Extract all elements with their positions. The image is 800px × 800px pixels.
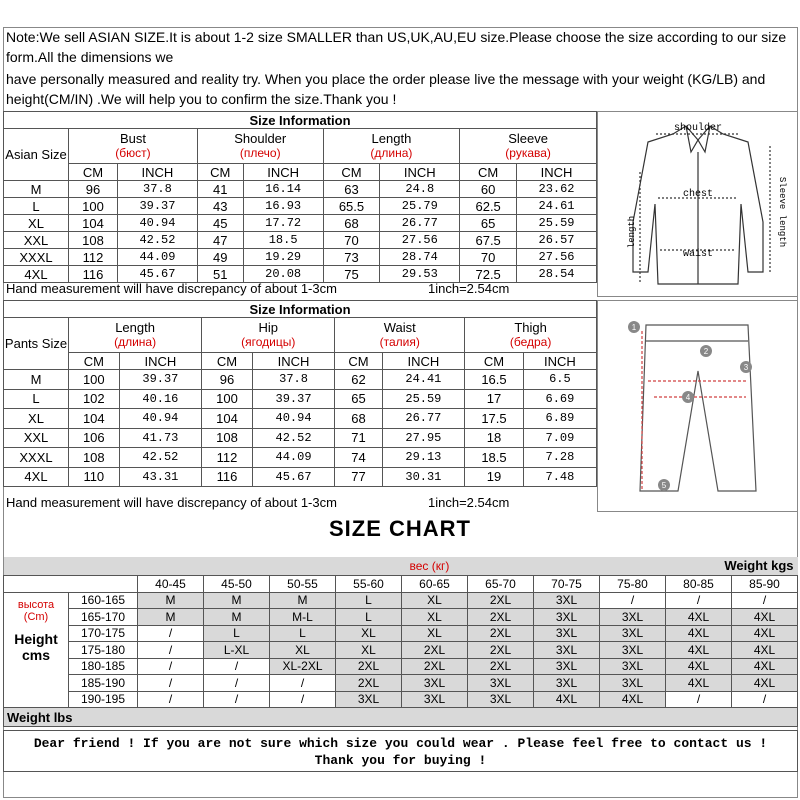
- waist-header: Waist (талия): [335, 318, 465, 353]
- pants-inch-unit: INCH: [523, 353, 596, 370]
- shirt-size-cell: XXL: [4, 232, 69, 249]
- size-recommendation-cell: XL: [402, 609, 468, 626]
- size-recommendation-cell: 4XL: [732, 609, 798, 626]
- size-recommendation-cell: 3XL: [600, 609, 666, 626]
- height-range-cell: 175-180: [69, 642, 138, 659]
- thigh-header: Thigh (бедра): [465, 318, 597, 353]
- shirt-size-cell: L: [4, 198, 69, 215]
- shirt-size-row: [4, 181, 597, 198]
- shirt-value-cell: 23.62: [517, 181, 597, 198]
- pants-size-table: [3, 300, 597, 487]
- size-recommendation-cell: XL: [336, 625, 402, 642]
- size-recommendation-cell: M: [138, 609, 204, 626]
- hip-header: Hip (ягодицы): [202, 318, 335, 353]
- size-recommendation-cell: /: [270, 691, 336, 708]
- pants-value-cell: 68: [335, 409, 382, 429]
- pants-value-cell: 30.31: [382, 467, 465, 487]
- shirt-size-row: [4, 215, 597, 232]
- size-recommendation-cell: /: [138, 658, 204, 675]
- shirt-table-title: Size Information: [4, 112, 597, 129]
- shirt-value-cell: 37.8: [118, 181, 198, 198]
- shirt-value-cell: 116: [69, 266, 118, 283]
- pants-size-row: [4, 409, 597, 429]
- weight-range-cell: 50-55: [270, 576, 336, 593]
- shirt-value-cell: 112: [69, 249, 118, 266]
- weight-header-row: [4, 557, 798, 576]
- size-recommendation-cell: /: [600, 592, 666, 609]
- shirt-value-cell: 25.79: [380, 198, 460, 215]
- size-recommendation-cell: M-L: [270, 609, 336, 626]
- shirt-value-cell: 67.5: [460, 232, 517, 249]
- shirt-value-cell: 27.56: [517, 249, 597, 266]
- shirt-value-cell: 26.77: [380, 215, 460, 232]
- shoulder-header: Shoulder (плечо): [197, 129, 323, 164]
- pants-diagram: [597, 300, 798, 512]
- size-recommendation-cell: 4XL: [666, 609, 732, 626]
- size-recommendation-cell: L-XL: [204, 642, 270, 659]
- height-label-height-label: Height: [14, 630, 58, 647]
- size-recommendation-cell: 2XL: [468, 658, 534, 675]
- shirt-value-cell: 68: [323, 215, 380, 232]
- shirt-value-cell: 16.93: [243, 198, 323, 215]
- pants-value-cell: 65: [335, 389, 382, 409]
- pants-value-cell: 106: [69, 428, 120, 448]
- pants-value-cell: 39.37: [119, 370, 202, 390]
- shirt-cm-unit: CM: [323, 164, 380, 181]
- shirt-value-cell: 60: [460, 181, 517, 198]
- size-recommendation-cell: M: [204, 592, 270, 609]
- pants-value-cell: 37.8: [252, 370, 335, 390]
- pants-drawing: [598, 301, 797, 511]
- weight-range-cell: 80-85: [666, 576, 732, 593]
- pants-cm-unit: CM: [465, 353, 524, 370]
- pants-value-cell: 7.48: [523, 467, 596, 487]
- pants-value-cell: 29.13: [382, 448, 465, 468]
- shirt-size-cell: XXXL: [4, 249, 69, 266]
- pants-size-header: Pants Size: [4, 318, 69, 370]
- height-range-cell: 180-185: [69, 658, 138, 675]
- length-header: Length (длина): [323, 129, 460, 164]
- weight-range-cell: 55-60: [336, 576, 402, 593]
- pants-cm-unit: CM: [202, 353, 253, 370]
- pants-size-row: [4, 448, 597, 468]
- pants-table-title: Size Information: [4, 301, 597, 318]
- pants-value-cell: 7.28: [523, 448, 596, 468]
- shirt-value-cell: 20.08: [243, 266, 323, 283]
- shirt-value-cell: 62.5: [460, 198, 517, 215]
- shirt-value-cell: 45.67: [118, 266, 198, 283]
- size-recommendation-cell: M: [270, 592, 336, 609]
- pants-value-cell: 16.5: [465, 370, 524, 390]
- shirt-value-cell: 65: [460, 215, 517, 232]
- size-recommendation-cell: /: [138, 675, 204, 692]
- shirt-value-cell: 63: [323, 181, 380, 198]
- shirt-value-cell: 16.14: [243, 181, 323, 198]
- pants-value-cell: 62: [335, 370, 382, 390]
- shirt-inch-unit: INCH: [243, 164, 323, 181]
- shirt-cm-unit: CM: [69, 164, 118, 181]
- waist-label: waist: [682, 249, 714, 260]
- shirt-value-cell: 65.5: [323, 198, 380, 215]
- height-label-height-unit: cms: [21, 646, 51, 663]
- size-recommendation-cell: 4XL: [732, 625, 798, 642]
- shirt-size-row: [4, 249, 597, 266]
- shirt-value-cell: 51: [197, 266, 243, 283]
- shirt-cm-unit: CM: [197, 164, 243, 181]
- size-recommendation-cell: XL-2XL: [270, 658, 336, 675]
- height-range-cell: 165-170: [69, 609, 138, 626]
- size-recommendation-cell: L: [204, 625, 270, 642]
- shirt-value-cell: 28.74: [380, 249, 460, 266]
- shirt-value-cell: 75: [323, 266, 380, 283]
- pants-inch-unit: INCH: [119, 353, 202, 370]
- shirt-inch-unit: INCH: [380, 164, 460, 181]
- pants-value-cell: 108: [202, 428, 253, 448]
- size-recommendation-cell: L: [270, 625, 336, 642]
- shirt-footnote-right: 1inch=2.54cm: [428, 281, 510, 296]
- size-recommendation-cell: XL: [336, 642, 402, 659]
- size-recommendation-cell: 4XL: [732, 675, 798, 692]
- pants-marker-2: 2: [703, 347, 709, 356]
- size-recommendation-cell: /: [732, 592, 798, 609]
- size-recommendation-cell: 4XL: [666, 658, 732, 675]
- pants-value-cell: 100: [69, 370, 120, 390]
- pants-value-cell: 17: [465, 389, 524, 409]
- shirt-value-cell: 72.5: [460, 266, 517, 283]
- shirt-value-cell: 29.53: [380, 266, 460, 283]
- pants-inch-unit: INCH: [382, 353, 465, 370]
- weight-range-cell: 70-75: [534, 576, 600, 593]
- pants-value-cell: 71: [335, 428, 382, 448]
- weight-range-cell: 65-70: [468, 576, 534, 593]
- pants-inch-unit: INCH: [252, 353, 335, 370]
- size-recommendation-cell: 2XL: [402, 658, 468, 675]
- size-recommendation-cell: /: [270, 675, 336, 692]
- length-label: length: [627, 215, 637, 249]
- pants-size-cell: M: [4, 370, 69, 390]
- pants-value-cell: 26.77: [382, 409, 465, 429]
- shirt-footnote-left: Hand measurement will have discrepancy of about 1-3cm: [6, 281, 337, 296]
- shirt-value-cell: 40.94: [118, 215, 198, 232]
- height-range-cell: 185-190: [69, 675, 138, 692]
- size-recommendation-cell: 3XL: [600, 642, 666, 659]
- shirt-value-cell: 42.52: [118, 232, 198, 249]
- shirt-value-cell: 25.59: [517, 215, 597, 232]
- size-recommendation-cell: 2XL: [336, 658, 402, 675]
- size-recommendation-cell: L: [336, 609, 402, 626]
- height-row: [4, 625, 798, 642]
- size-recommendation-cell: 3XL: [468, 691, 534, 708]
- shirt-inch-unit: INCH: [517, 164, 597, 181]
- ru-weight: вес (кг): [409, 559, 450, 573]
- chest-label: chest: [682, 189, 714, 200]
- size-recommendation-cell: XL: [402, 625, 468, 642]
- size-recommendation-cell: 3XL: [336, 691, 402, 708]
- size-recommendation-cell: /: [204, 675, 270, 692]
- size-chart-title: SIZE CHART: [329, 516, 471, 541]
- pants-size-cell: L: [4, 389, 69, 409]
- weight-kgs-label: Weight kgs: [724, 558, 794, 573]
- pants-value-cell: 18: [465, 428, 524, 448]
- size-recommendation-cell: /: [138, 625, 204, 642]
- shirt-inch-unit: INCH: [118, 164, 198, 181]
- shirt-size-row: [4, 232, 597, 249]
- shirt-value-cell: 17.72: [243, 215, 323, 232]
- pants-size-row: [4, 389, 597, 409]
- shirt-value-cell: 19.29: [243, 249, 323, 266]
- pants-value-cell: 17.5: [465, 409, 524, 429]
- size-recommendation-cell: XL: [402, 592, 468, 609]
- size-recommendation-cell: /: [138, 691, 204, 708]
- pants-footnote-left: Hand measurement will have discrepancy of about 1-3cm: [6, 495, 337, 510]
- shirt-value-cell: 41: [197, 181, 243, 198]
- pants-value-cell: 43.31: [119, 467, 202, 487]
- size-recommendation-cell: M: [204, 609, 270, 626]
- asian-size-header: Asian Size: [4, 129, 69, 181]
- pants-value-cell: 40.16: [119, 389, 202, 409]
- pants-cm-unit: CM: [335, 353, 382, 370]
- weight-lbs-label: Weight lbs: [4, 708, 798, 727]
- size-recommendation-cell: 3XL: [600, 625, 666, 642]
- pants-marker-4: 4: [685, 393, 691, 402]
- shirt-value-cell: 73: [323, 249, 380, 266]
- pants-marker-5: 5: [661, 481, 667, 490]
- pants-value-cell: 96: [202, 370, 253, 390]
- shirt-size-cell: M: [4, 181, 69, 198]
- size-recommendation-cell: 2XL: [402, 642, 468, 659]
- weight-range-cell: 85-90: [732, 576, 798, 593]
- pants-value-cell: 42.52: [252, 428, 335, 448]
- size-recommendation-cell: 2XL: [468, 592, 534, 609]
- size-recommendation-cell: 4XL: [666, 642, 732, 659]
- sleeve-label: Sleeve length: [777, 176, 787, 248]
- size-recommendation-cell: L: [336, 592, 402, 609]
- shoulder-label: shoulder: [673, 123, 723, 134]
- size-recommendation-cell: 3XL: [600, 658, 666, 675]
- size-recommendation-cell: /: [666, 592, 732, 609]
- pants-marker-3: 3: [743, 363, 749, 372]
- height-row: [4, 691, 798, 708]
- note-line-2: have personally measured and reality try. When you place the order please live the message with your weight (KG/LB) and height(CM/IN) .We will help you to confirm the size.Thank you !: [6, 71, 766, 107]
- height-label-cell: [4, 592, 69, 708]
- height-row: [4, 658, 798, 675]
- pants-value-cell: 104: [202, 409, 253, 429]
- size-recommendation-cell: 3XL: [534, 625, 600, 642]
- size-recommendation-cell: 3XL: [534, 609, 600, 626]
- pants-value-cell: 100: [202, 389, 253, 409]
- size-recommendation-cell: /: [732, 691, 798, 708]
- shirt-value-cell: 104: [69, 215, 118, 232]
- closing-message: [3, 730, 798, 772]
- height-range-cell: 190-195: [69, 691, 138, 708]
- shirt-size-row: [4, 266, 597, 283]
- size-recommendation-cell: /: [204, 658, 270, 675]
- shirt-cm-unit: CM: [460, 164, 517, 181]
- height-row: [4, 642, 798, 659]
- shirt-value-cell: 43: [197, 198, 243, 215]
- size-recommendation-cell: 3XL: [402, 675, 468, 692]
- pants-value-cell: 116: [202, 467, 253, 487]
- size-recommendation-cell: 2XL: [468, 642, 534, 659]
- pants-size-cell: XXL: [4, 428, 69, 448]
- size-recommendation-cell: 4XL: [732, 658, 798, 675]
- shirt-diagram: [597, 111, 798, 297]
- pants-footnote-right: 1inch=2.54cm: [428, 495, 510, 510]
- shirt-value-cell: 70: [460, 249, 517, 266]
- pants-value-cell: 110: [69, 467, 120, 487]
- height-row: [4, 592, 798, 609]
- pants-size-row: [4, 467, 597, 487]
- size-recommendation-cell: 3XL: [534, 642, 600, 659]
- shirt-size-cell: 4XL: [4, 266, 69, 283]
- weight-range-cell: 45-50: [204, 576, 270, 593]
- pants-value-cell: 39.37: [252, 389, 335, 409]
- pants-value-cell: 102: [69, 389, 120, 409]
- height-label-ru-cm: (Cm): [23, 610, 49, 623]
- pants-value-cell: 45.67: [252, 467, 335, 487]
- pants-value-cell: 18.5: [465, 448, 524, 468]
- shirt-size-cell: XL: [4, 215, 69, 232]
- bust-header: Bust (бюст): [69, 129, 198, 164]
- pants-value-cell: 24.41: [382, 370, 465, 390]
- pants-value-cell: 112: [202, 448, 253, 468]
- pants-value-cell: 44.09: [252, 448, 335, 468]
- size-recommendation-cell: 4XL: [600, 691, 666, 708]
- size-recommendation-cell: 2XL: [468, 609, 534, 626]
- size-recommendation-cell: XL: [270, 642, 336, 659]
- shirt-value-cell: 18.5: [243, 232, 323, 249]
- pants-size-cell: XL: [4, 409, 69, 429]
- pants-cm-unit: CM: [69, 353, 120, 370]
- pants-value-cell: 104: [69, 409, 120, 429]
- shirt-value-cell: 24.61: [517, 198, 597, 215]
- size-recommendation-cell: /: [204, 691, 270, 708]
- shirt-value-cell: 70: [323, 232, 380, 249]
- pants-value-cell: 42.52: [119, 448, 202, 468]
- note-line-1: Note:We sell ASIAN SIZE.It is about 1-2 size SMALLER than US,UK,AU,EU size.Please choose the size according to our size form.All the dimensions we: [6, 29, 787, 65]
- corner-cell: [4, 576, 138, 593]
- shirt-size-table: [3, 111, 597, 283]
- size-recommendation-cell: 3XL: [468, 675, 534, 692]
- shirt-value-cell: 26.57: [517, 232, 597, 249]
- height-row: [4, 609, 798, 626]
- size-recommendation-cell: 4XL: [732, 642, 798, 659]
- pants-size-cell: XXXL: [4, 448, 69, 468]
- shirt-value-cell: 39.37: [118, 198, 198, 215]
- size-recommendation-cell: 2XL: [336, 675, 402, 692]
- shirt-value-cell: 47: [197, 232, 243, 249]
- shirt-value-cell: 45: [197, 215, 243, 232]
- pants-value-cell: 27.95: [382, 428, 465, 448]
- height-range-cell: 160-165: [69, 592, 138, 609]
- pants-value-cell: 74: [335, 448, 382, 468]
- closing-line-2: Thank you for buying !: [314, 753, 487, 768]
- pants-value-cell: 41.73: [119, 428, 202, 448]
- pants-length-header: Length (длина): [69, 318, 202, 353]
- height-row: [4, 675, 798, 692]
- shirt-drawing: [598, 112, 797, 296]
- shirt-value-cell: 49: [197, 249, 243, 266]
- pants-value-cell: 40.94: [119, 409, 202, 429]
- size-recommendation-cell: /: [666, 691, 732, 708]
- size-recommendation-cell: 2XL: [468, 625, 534, 642]
- size-recommendation-cell: 4XL: [666, 625, 732, 642]
- size-recommendation-cell: 4XL: [534, 691, 600, 708]
- size-recommendation-cell: 3XL: [534, 675, 600, 692]
- shirt-value-cell: 24.8: [380, 181, 460, 198]
- shirt-value-cell: 100: [69, 198, 118, 215]
- pants-size-cell: 4XL: [4, 467, 69, 487]
- size-recommendation-cell: 3XL: [534, 592, 600, 609]
- pants-size-row: [4, 428, 597, 448]
- pants-value-cell: 77: [335, 467, 382, 487]
- height-label-ru-height: высота: [17, 598, 55, 611]
- weight-range-cell: 40-45: [138, 576, 204, 593]
- shirt-value-cell: 108: [69, 232, 118, 249]
- weight-height-table: [3, 557, 798, 727]
- pants-size-row: [4, 370, 597, 390]
- weight-range-cell: 60-65: [402, 576, 468, 593]
- pants-value-cell: 7.09: [523, 428, 596, 448]
- pants-value-cell: 6.89: [523, 409, 596, 429]
- pants-value-cell: 108: [69, 448, 120, 468]
- size-recommendation-cell: /: [138, 642, 204, 659]
- pants-marker-1: 1: [631, 323, 637, 332]
- pants-value-cell: 25.59: [382, 389, 465, 409]
- sleeve-header: Sleeve (рукава): [460, 129, 597, 164]
- shirt-value-cell: 96: [69, 181, 118, 198]
- size-recommendation-cell: 3XL: [600, 675, 666, 692]
- size-recommendation-cell: M: [138, 592, 204, 609]
- closing-line-1: Dear friend ! If you are not sure which size you could wear . Please feel free to contact us !: [33, 736, 768, 751]
- shirt-size-row: [4, 198, 597, 215]
- height-range-cell: 170-175: [69, 625, 138, 642]
- pants-value-cell: 40.94: [252, 409, 335, 429]
- pants-value-cell: 19: [465, 467, 524, 487]
- shirt-value-cell: 28.54: [517, 266, 597, 283]
- pants-value-cell: 6.69: [523, 389, 596, 409]
- weight-range-cell: 75-80: [600, 576, 666, 593]
- shirt-value-cell: 44.09: [118, 249, 198, 266]
- size-recommendation-cell: 3XL: [402, 691, 468, 708]
- size-recommendation-cell: 4XL: [666, 675, 732, 692]
- size-recommendation-cell: 3XL: [534, 658, 600, 675]
- shirt-value-cell: 27.56: [380, 232, 460, 249]
- pants-value-cell: 6.5: [523, 370, 596, 390]
